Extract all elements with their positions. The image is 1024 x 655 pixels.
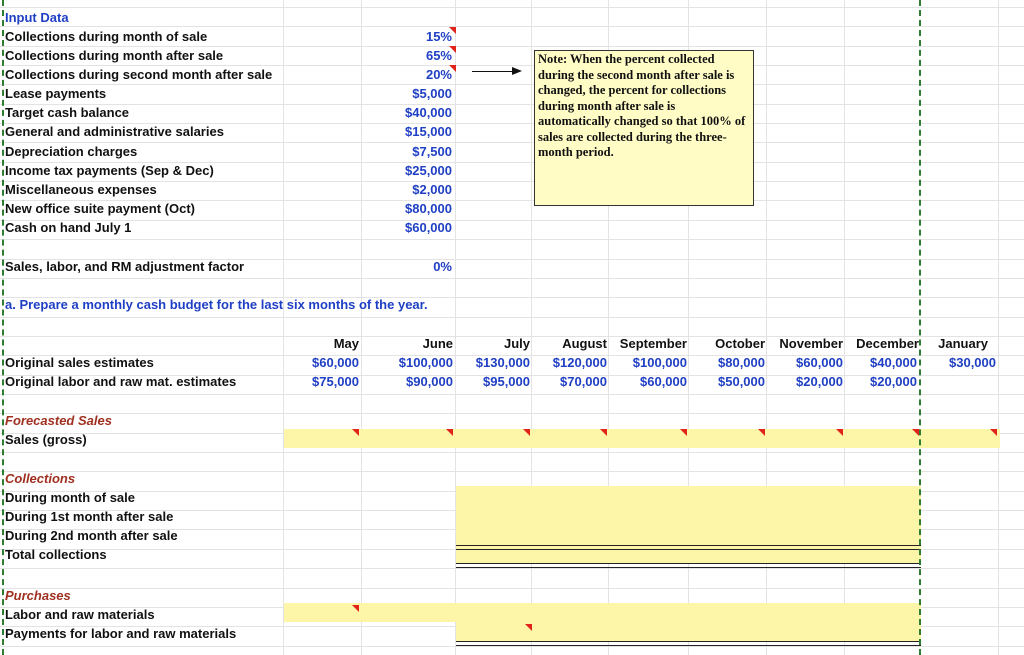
comment-marker-icon[interactable]	[990, 429, 997, 436]
input-value-cell[interactable]: $7,500	[412, 144, 452, 159]
labor-estimate-cell[interactable]: $90,000	[406, 374, 453, 389]
labor-estimate-cell[interactable]: $95,000	[483, 374, 530, 389]
month-header: July	[503, 336, 530, 351]
comment-marker-icon[interactable]	[446, 429, 453, 436]
sales-estimate-cell[interactable]: $120,000	[552, 355, 607, 370]
comment-marker-icon[interactable]	[680, 429, 687, 436]
input-label: Miscellaneous expenses	[5, 182, 157, 197]
row-gridline	[0, 239, 1024, 240]
payments-row-label: Payments for labor and raw materials	[5, 626, 237, 641]
labor-estimate-cell[interactable]: $75,000	[312, 374, 359, 389]
row-gridline	[0, 568, 1024, 569]
input-label: Cash on hand July 1	[5, 220, 132, 235]
sales-estimate-cell[interactable]: $40,000	[870, 355, 917, 370]
input-label: Income tax payments (Sep & Dec)	[5, 163, 214, 178]
row-gridline	[0, 220, 1024, 221]
sales-estimate-cell[interactable]: $130,000	[475, 355, 530, 370]
row-gridline	[0, 452, 1024, 453]
input-label: General and administrative salaries	[5, 124, 224, 139]
input-label: Collections during month of sale	[5, 29, 208, 44]
input-value-cell[interactable]: $2,000	[412, 182, 452, 197]
input-value-cell[interactable]: $5,000	[412, 86, 452, 101]
row-gridline	[0, 588, 1024, 589]
original-labor-label: Original labor and raw mat. estimates	[5, 374, 237, 389]
comment-marker-icon[interactable]	[758, 429, 765, 436]
row-gridline	[0, 317, 1024, 318]
month-header: November	[779, 336, 843, 351]
sales-estimate-cell[interactable]: $100,000	[398, 355, 453, 370]
row-gridline	[0, 394, 1024, 395]
month-header: May	[333, 336, 359, 351]
purchases-title: Purchases	[5, 588, 71, 603]
labor-estimate-cell[interactable]: $60,000	[640, 374, 687, 389]
row-gridline	[0, 104, 1024, 105]
sales-estimate-cell[interactable]: $80,000	[718, 355, 765, 370]
comment-marker-icon[interactable]	[352, 429, 359, 436]
purchases-input-row[interactable]	[284, 603, 921, 622]
forecasted-sales-title: Forecasted Sales	[5, 413, 112, 428]
adjustment-label: Sales, labor, and RM adjustment factor	[5, 259, 245, 274]
column-gridline	[283, 0, 284, 655]
month-header: June	[422, 336, 453, 351]
row-gridline	[0, 7, 1024, 8]
sales-gross-label: Sales (gross)	[5, 432, 87, 447]
row-gridline	[0, 471, 1024, 472]
row-gridline	[0, 646, 1024, 647]
input-label: Collections during month after sale	[5, 48, 224, 63]
adjustment-value-cell[interactable]: 0%	[433, 259, 452, 274]
input-value-cell[interactable]: $15,000	[405, 124, 452, 139]
input-label: Collections during second month after sale	[5, 67, 273, 82]
month-header: September	[619, 336, 687, 351]
comment-marker-icon[interactable]	[449, 46, 456, 53]
comment-marker-icon[interactable]	[525, 624, 532, 631]
column-gridline	[361, 0, 362, 655]
input-value-cell[interactable]: $25,000	[405, 163, 452, 178]
purchases-row-label: Labor and raw materials	[5, 607, 155, 622]
collections-input-block[interactable]	[456, 486, 921, 564]
input-value-cell[interactable]: 65%	[425, 48, 452, 63]
arrow-line-icon	[472, 71, 514, 72]
input-label: Lease payments	[5, 86, 107, 101]
arrow-right-icon	[512, 67, 522, 75]
comment-marker-icon[interactable]	[600, 429, 607, 436]
collections-row-label: During 1st month after sale	[5, 509, 174, 524]
collections-title: Collections	[5, 471, 76, 486]
comment-marker-icon[interactable]	[836, 429, 843, 436]
input-data-title: Input Data	[5, 10, 69, 25]
task-heading: a. Prepare a monthly cash budget for the last six months of the year.	[5, 297, 428, 312]
total-collections-double-line	[456, 545, 921, 550]
column-gridline	[998, 0, 999, 655]
payments-double-line	[456, 641, 921, 646]
month-header: October	[715, 336, 765, 351]
sales-estimate-cell[interactable]: $60,000	[796, 355, 843, 370]
input-value-cell[interactable]: 15%	[425, 29, 452, 44]
sales-estimate-cell[interactable]: $100,000	[632, 355, 687, 370]
input-value-cell[interactable]: $80,000	[405, 201, 452, 216]
comment-marker-icon[interactable]	[352, 605, 359, 612]
total-collections-label: Total collections	[5, 547, 107, 562]
total-collections-bottom-line	[456, 563, 921, 568]
original-sales-label: Original sales estimates	[5, 355, 154, 370]
labor-estimate-cell[interactable]: $20,000	[870, 374, 917, 389]
input-label: Depreciation charges	[5, 144, 138, 159]
input-value-cell[interactable]: $60,000	[405, 220, 452, 235]
collections-row-label: During month of sale	[5, 490, 135, 505]
month-header: December	[856, 336, 919, 351]
input-value-cell[interactable]: 20%	[425, 67, 452, 82]
comment-marker-icon[interactable]	[912, 429, 919, 436]
labor-estimate-cell[interactable]: $50,000	[718, 374, 765, 389]
sales-gross-input-row[interactable]	[284, 429, 1000, 448]
comment-marker-icon[interactable]	[449, 65, 456, 72]
sales-estimate-cell[interactable]: $60,000	[312, 355, 359, 370]
row-gridline	[0, 142, 1024, 143]
comment-marker-icon[interactable]	[523, 429, 530, 436]
row-gridline	[0, 84, 1024, 85]
page-break-left	[2, 0, 4, 655]
collections-row-label: During 2nd month after sale	[5, 528, 178, 543]
page-break-right	[919, 0, 921, 655]
row-gridline	[0, 413, 1024, 414]
comment-marker-icon[interactable]	[449, 27, 456, 34]
row-gridline	[0, 278, 1024, 279]
labor-estimate-cell[interactable]: $70,000	[560, 374, 607, 389]
labor-estimate-cell[interactable]: $20,000	[796, 374, 843, 389]
input-label: Target cash balance	[5, 105, 130, 120]
note-comment-box: Note: When the percent collected during the second month after sale is changed, the percent for collections during month after sale is automatically changed so that 100% of sales are collected during the three-month period.	[534, 50, 754, 206]
month-header: January	[938, 336, 988, 351]
input-label: New office suite payment (Oct)	[5, 201, 195, 216]
sales-estimate-cell[interactable]: $30,000	[949, 355, 996, 370]
input-value-cell[interactable]: $40,000	[405, 105, 452, 120]
month-header: August	[562, 336, 607, 351]
